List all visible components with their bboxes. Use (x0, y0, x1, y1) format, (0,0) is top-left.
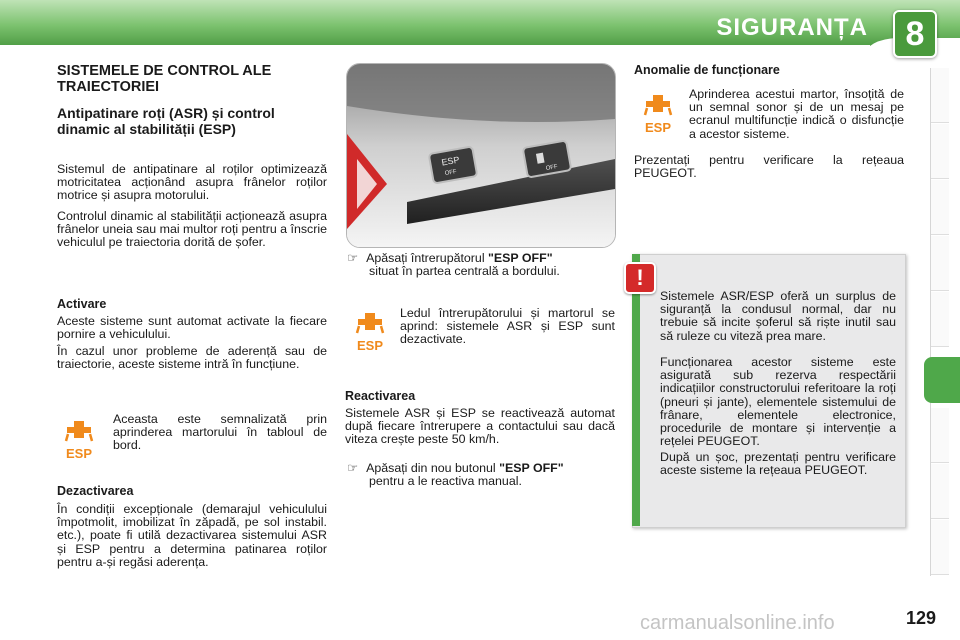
chapter-tab[interactable] (931, 124, 949, 179)
reactivare-heading: Reactivarea (345, 389, 416, 403)
warning-panel-bar (632, 254, 640, 526)
press-text-continued: situat în partea centrală a bordului. (369, 264, 560, 279)
activare-paragraph-1: Aceste sisteme sunt automat activate la fiecare pornire a vehiculului. (57, 314, 327, 342)
chapter-tab[interactable] (931, 520, 949, 575)
chapter-tab[interactable] (931, 292, 949, 347)
esp-off-label: "ESP OFF" (499, 461, 564, 475)
esp-switch-sublabel: OFF (444, 169, 458, 178)
warning-icon: ! (624, 262, 656, 294)
main-heading: SISTEMELE DE CONTROL ALE TRAIECTORIEI (57, 63, 272, 95)
dashboard-photo-graphic (347, 64, 615, 247)
bullet-icon: ☞ (347, 251, 359, 265)
press-esp-instruction (347, 252, 615, 278)
bullet-icon: ☞ (347, 461, 359, 475)
esp-icon-label: ESP (65, 446, 93, 460)
anomalie-paragraph: Aprinderea acestui martor, însoțită de un semnal sonor și de un mesaj pe ecranul multifuncție indică o disfuncție a acestor sisteme. (689, 87, 904, 141)
chapter-tab[interactable] (931, 408, 949, 463)
reactivare-paragraph: Sistemele ASR și ESP se reactivează automat după fiecare întrerupere a contactului sau dacă viteza crește peste 50 km/h. (345, 406, 615, 447)
esp-off-label: "ESP OFF" (488, 251, 553, 265)
chapter-tab[interactable] (931, 464, 949, 519)
anomalie-paragraph-2: Prezentați pentru verificare la rețeaua PEUGEOT. (634, 153, 904, 181)
press-again-text-continued: pentru a le reactiva manual. (369, 474, 522, 489)
warning-paragraph-1: Sistemele ASR/ESP oferă un surplus de siguranță la condusul normal, dar nu trebuie să incite șoferul să riște inutil sau să ruleze cu viteză prea mare. (660, 289, 896, 343)
signal-paragraph: Aceasta este semnalizată prin aprinderea martorului în tabloul de bord. (113, 412, 327, 453)
activare-paragraph-2: În cazul unor probleme de aderență sau de traiectorie, aceste sisteme intră în funcțiune. (57, 344, 327, 372)
esp-icon-label: ESP (356, 338, 384, 352)
esp-warning-icon (62, 418, 96, 460)
intro-paragraph-1: Sistemul de antipatinare al roților optimizează motricitatea acționând asupra frânelor roților motrice și asupra motorului. (57, 162, 327, 203)
chapter-tab[interactable] (931, 236, 949, 291)
dezactivare-heading: Dezactivarea (57, 484, 134, 498)
dashboard-photo (346, 63, 616, 248)
esp-warning-icon (641, 92, 675, 134)
warning-paragraph-3: După un șoc, prezentați pentru verificare aceste sisteme la rețeaua PEUGEOT. (660, 450, 896, 478)
press-again-text: Apăsați din nou butonul (366, 461, 500, 475)
activare-heading: Activare (57, 297, 107, 311)
chapter-tab-active[interactable] (924, 357, 960, 403)
warning-paragraph-2: Funcționarea acestor sisteme este asigurată sub rezerva respectării indicațiilor constructorului referitoare la roți (pneuri și jante), elementele sistemului de frânare, elementele electronice, procedurile de montare și intervenție a rețelei PEUGEOT. (660, 355, 896, 449)
reactivate-instruction (347, 462, 615, 488)
chapter-number: 8 (893, 10, 937, 58)
led-paragraph: Ledul întrerupătorului și martorul se aprind: sistemele ASR și ESP sunt dezactivate. (400, 306, 615, 347)
intro-paragraph-2: Controlul dinamic al stabilității acționează asupra frânelor uneia sau mai multor roți pentru a înscrie vehiculul pe traiectoria dorită de șofer. (57, 209, 327, 250)
esp-warning-icon (353, 310, 387, 352)
park-switch-sublabel: OFF (545, 164, 559, 173)
chapter-tabs (930, 68, 951, 576)
header-title: SIGURANȚA (716, 14, 868, 41)
watermark: carmanualsonline.info (640, 612, 835, 634)
sub-heading: Antipatinare roți (ASR) și control dinamic al stabilității (ESP) (57, 105, 275, 137)
esp-switch-label: ESP (440, 154, 461, 168)
chapter-tab[interactable] (931, 180, 949, 235)
press-text: Apăsați întrerupătorul (366, 251, 489, 265)
page-number: 129 (906, 608, 937, 628)
dezactivare-paragraph: În condiții excepționale (demarajul vehiculului împotmolit, imobilizat în zăpadă, pe sol instabil. etc.), poate fi utilă dezactivarea sistemului ASR și ESP pentru a determina patinarea roților pentru a-și regăsi aderența. (57, 502, 327, 569)
esp-icon-label: ESP (644, 120, 672, 134)
anomalie-heading: Anomalie de funcționare (634, 63, 780, 77)
chapter-tab[interactable] (931, 68, 949, 123)
